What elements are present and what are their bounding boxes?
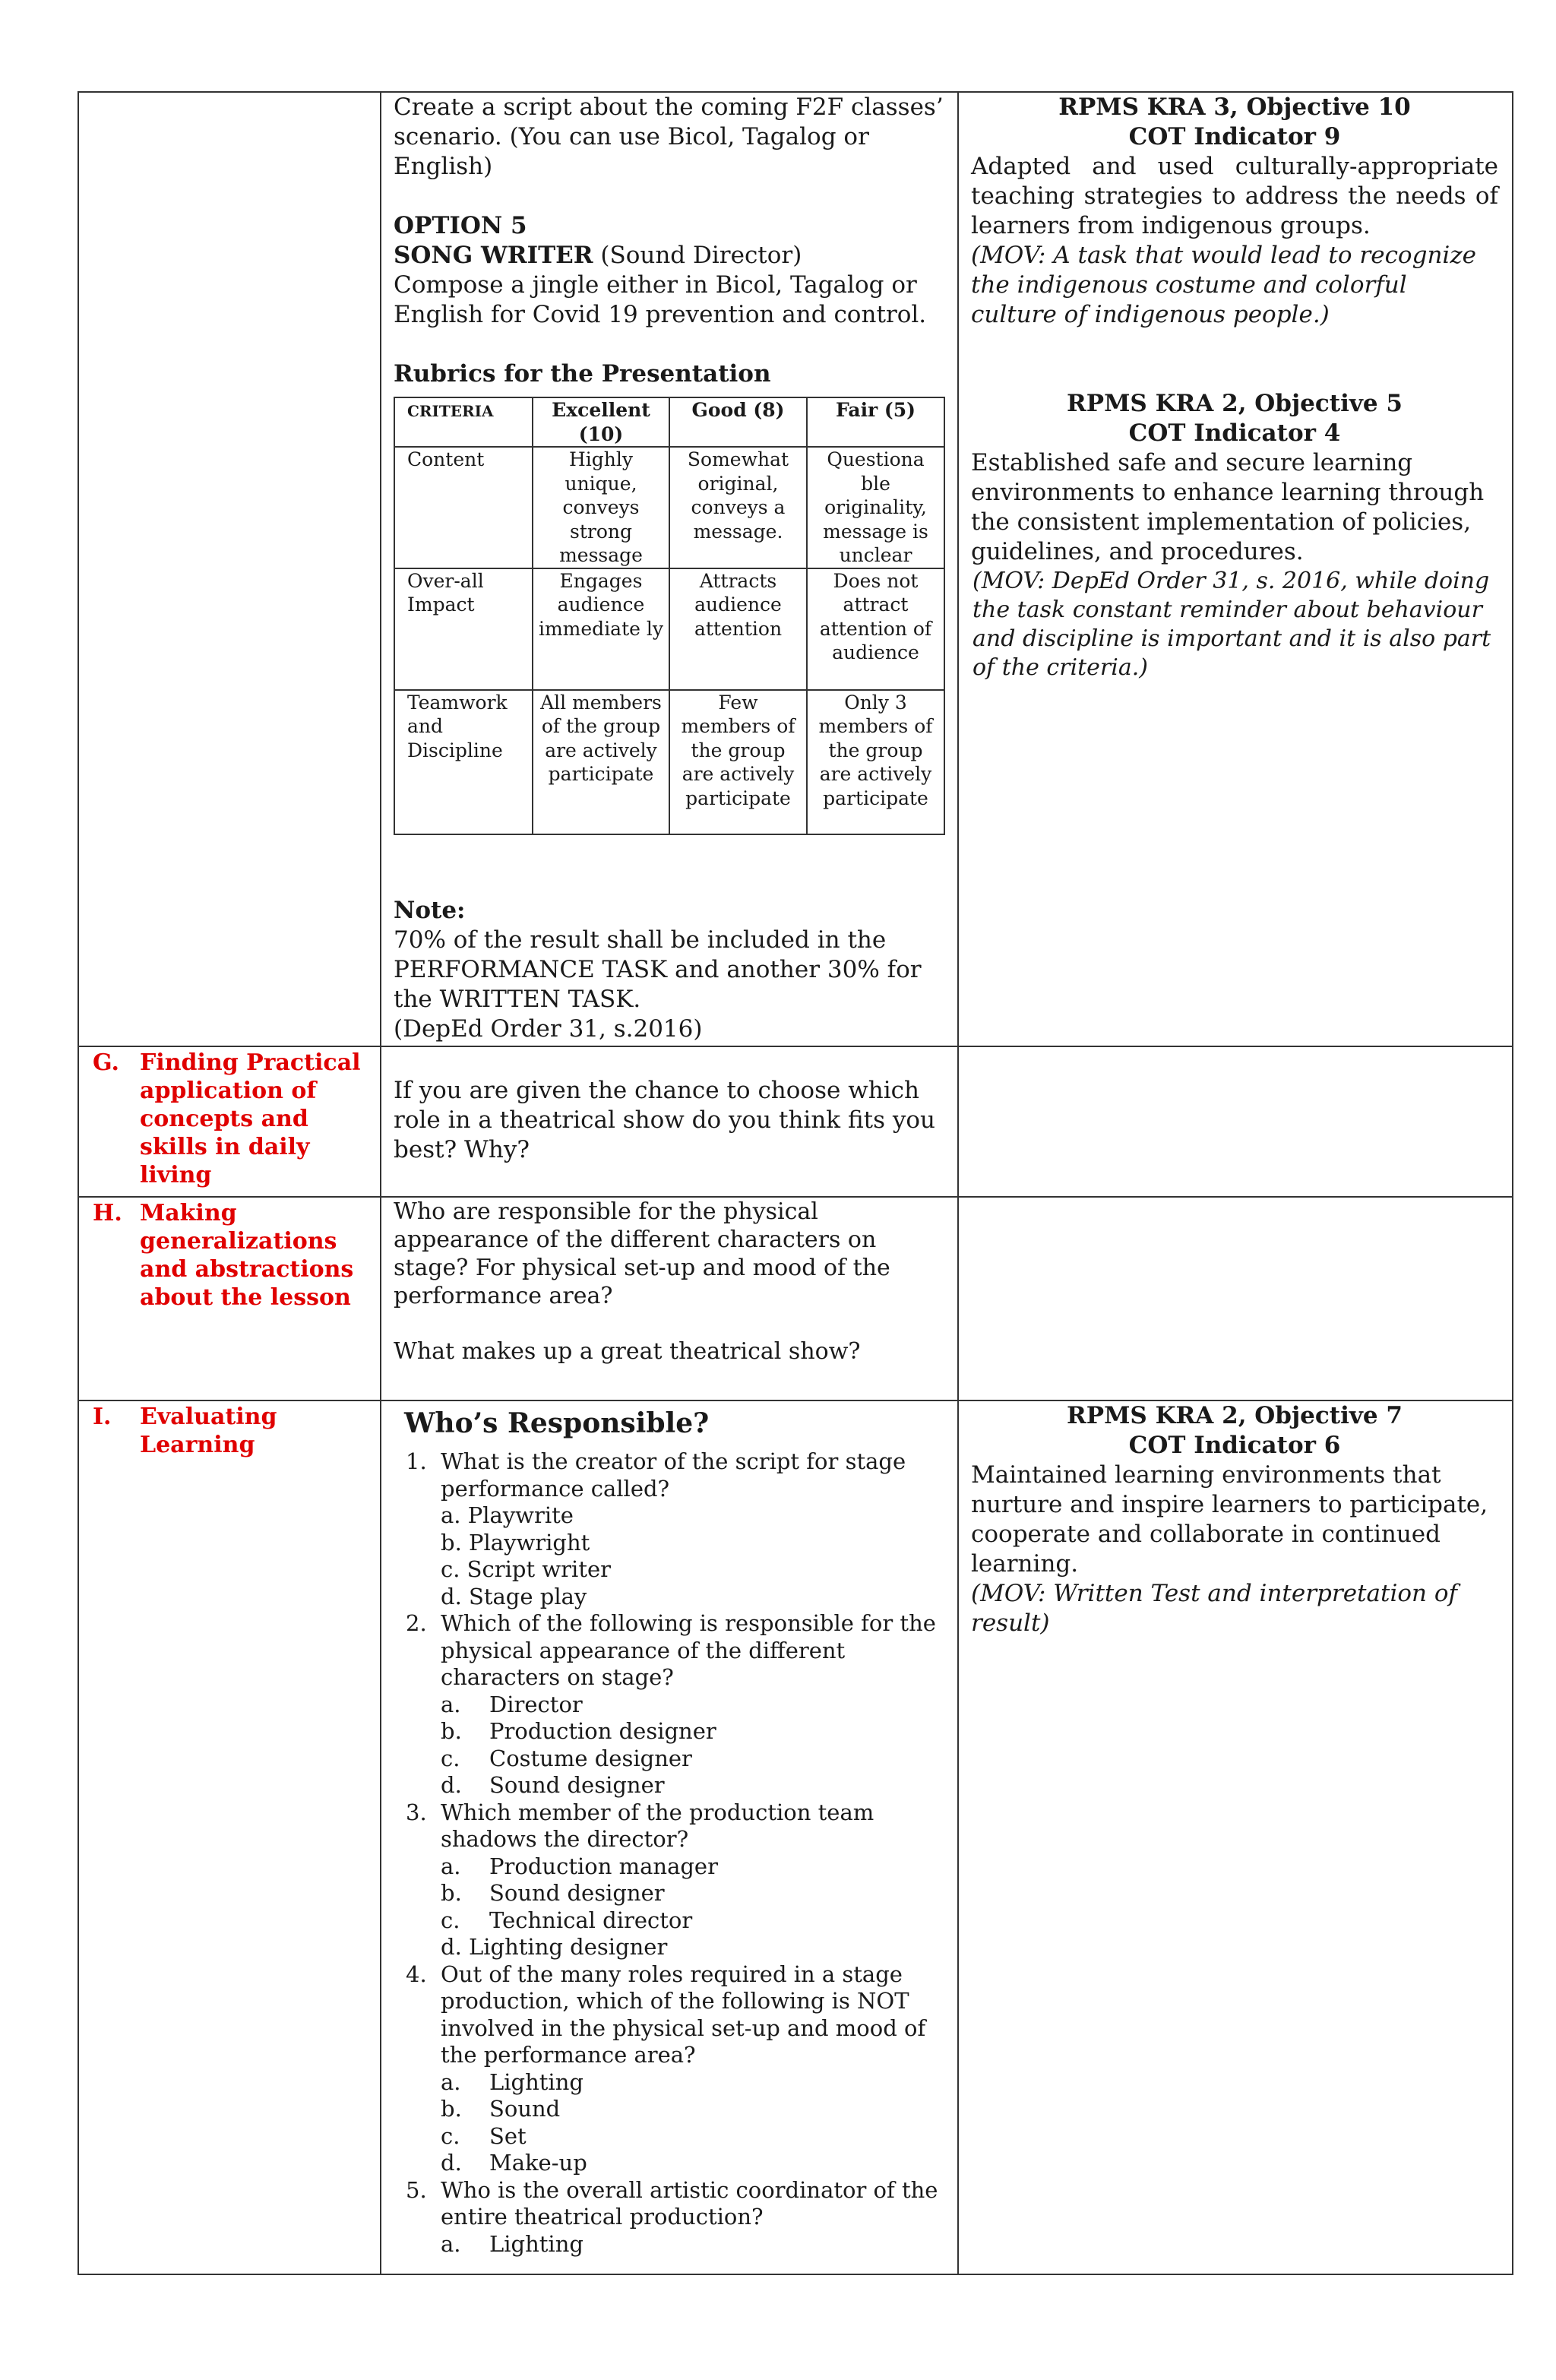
row-i-label-cell [78,1400,381,2274]
row-activity-content-cell [381,92,958,1046]
rubric-header-fair: Fair (5) [807,397,944,447]
section-title: Finding Practical application of concepts and skills in daily living [140,1049,361,1188]
option-text: b. Playwright [441,1529,590,1556]
note-title: Note: [394,896,466,924]
row-i-indicator-cell [958,1400,1513,2274]
question-number: 5. [406,2176,427,2203]
option-letter: c. [441,2122,460,2149]
option-text: Sound designer [489,1772,665,1798]
indicator-heading: RPMS KRA 2, Objective 5 [1067,390,1403,417]
question-text: What is the creator of the script for stage performance called? [441,1448,906,1502]
section-letter: H. [93,1200,122,1226]
rubric-cell: Few members of the group are actively participate [669,690,807,834]
indicator-subheading: COT Indicator 4 [1128,419,1341,447]
row-g-label-cell [78,1046,381,1197]
option-letter: a. [441,1691,461,1717]
quiz-option [394,1502,947,1530]
option-letter: a. [441,2230,461,2257]
question-text: Who is the overall artistic coordinator of the entire theatrical production? [441,2176,938,2230]
row-h-indicator-cell [958,1197,1513,1400]
option-letter: c. [441,1907,460,1933]
rubric-cell: Engages audience immediate ly [533,568,669,690]
option-role-bold: SONG WRITER [394,242,593,269]
row-h-content-cell [381,1197,958,1400]
option-text: Production manager [489,1853,718,1879]
rubric-row [394,447,944,568]
quiz-option [394,2150,947,2177]
quiz-option [394,1853,947,1881]
quiz-option [394,2123,947,2151]
question-number: 1. [406,1448,427,1474]
row-h-question: What makes up a great theatrical show? [394,1338,861,1365]
rubric-cell: All members of the group are actively participate [533,690,669,834]
quiz-option [394,1745,947,1773]
quiz-option [394,1772,947,1799]
rubric-criterion: Content [394,447,533,568]
rubric-cell: Does not attract attention of audience [807,568,944,690]
section-title: Making generalizations and abstractions about the lesson [140,1200,354,1311]
rubric-header-good: Good (8) [669,397,807,447]
row-g [78,1046,1513,1197]
section-title: Evaluating Learning [140,1404,277,1458]
option-letter: c. [441,1745,460,1771]
section-label [79,1199,380,1312]
row-g-content-cell [381,1046,958,1197]
option-text: Costume designer [489,1745,692,1771]
option-text: c. Script writer [441,1556,611,1582]
option-letter: b. [441,2096,462,2122]
quiz-option [394,1584,947,1611]
quiz-title: Who’s Responsible? [404,1407,710,1439]
rubric-header-excellent: Excellent (10) [533,397,669,447]
option-text: Make-up [489,2150,587,2176]
note-reference: (DepEd Order 31, s.2016) [394,1014,703,1043]
quiz-option [394,1934,947,1961]
quiz-option [394,1907,947,1935]
section-label [79,1403,380,1459]
rubric-row [394,690,944,834]
row-activity [78,92,1513,1046]
indicator-body: Adapted and used culturally-appropriate teaching strategies to address the needs of learners from indigenous groups. [971,153,1498,239]
quiz-option [394,1530,947,1557]
indicator-body: Maintained learning environments that nurture and inspire learners to participate, cooperate and collaborate in continued learning. [971,1461,1488,1578]
question-text: Which of the following is responsible for the physical appearance of the different characters on stage? [441,1610,936,1690]
option-title: OPTION 5 [394,212,527,239]
note-text: 70% of the result shall be included in the PERFORMANCE TASK and another 30% for the WRITTEN TASK. [394,926,922,1013]
question-number: 3. [406,1799,427,1825]
row-h-label-cell [78,1197,381,1400]
quiz-questions [394,1448,947,2258]
rubric-header-row [394,397,944,447]
indicator-subheading: COT Indicator 6 [1128,1432,1341,1459]
quiz-option [394,2096,947,2123]
option-text: Sound designer [489,1880,665,1906]
rubric-cell: Only 3 members of the group are actively participate [807,690,944,834]
quiz-option [394,1880,947,1907]
rubric-criterion: Teamwork and Discipline [394,690,533,834]
quiz-question [394,1799,947,1853]
option-text: Sound [489,2096,561,2122]
indicator-heading: RPMS KRA 2, Objective 7 [1067,1402,1403,1429]
quiz-option [394,1718,947,1745]
indicator-subheading: COT Indicator 9 [1128,123,1341,150]
option-letter: b. [441,1718,462,1744]
rubrics-title: Rubrics for the Presentation [394,360,771,388]
rubric-cell: Somewhat original, conveys a message. [669,447,807,568]
indicator-mov: (MOV: DepEd Order 31, s. 2016, while doing the task constant reminder about behaviour and discipline is important and it is also part of the criteria.) [972,568,1491,681]
option-role [394,241,947,271]
row-activity-indicator-cell [958,92,1513,1046]
rubric-cell: Questiona ble originality, message is unclear [807,447,944,568]
option-text: Production designer [489,1718,716,1744]
question-text: Out of the many roles required in a stage production, which of the following is NOT involved in the physical set-up and mood of the performance area? [441,1961,926,2068]
option-role-rest: (Sound Director) [593,242,802,269]
option-description: Compose a jingle either in Bicol, Tagalog or English for Covid 19 prevention and control. [394,271,927,328]
quiz-question [394,1961,947,2069]
question-number: 4. [406,1961,427,1987]
indicator-body: Established safe and secure learning environments to enhance learning through the consistent implementation of policies, guidelines, and procedures. [971,449,1485,565]
option-text: a. Playwrite [441,1502,574,1528]
option-text: Lighting [489,2068,584,2095]
row-i [78,1400,1513,2274]
option-letter: d. [441,2150,462,2176]
row-activity-label-cell [78,92,381,1046]
quiz-option [394,1556,947,1584]
rubric-row [394,568,944,690]
option-letter: a. [441,1853,461,1879]
option-text: Technical director [489,1907,693,1933]
option-letter: a. [441,2068,461,2095]
question-number: 2. [406,1610,427,1636]
option-text: d. Stage play [441,1583,587,1609]
lesson-plan-table [77,91,1512,2275]
option-text: Set [489,2122,527,2149]
option-text: Lighting [489,2230,584,2257]
indicator-heading: RPMS KRA 3, Objective 10 [1058,93,1411,121]
indicator-mov: (MOV: Written Test and interpretation of result) [971,1580,1457,1637]
rubric-criterion: Over-all Impact [394,568,533,690]
rubric-cell: Attracts audience attention [669,568,807,690]
section-label [79,1049,380,1189]
indicator-mov: (MOV: A task that would lead to recognize the indigenous costume and colorful culture of indigenous people.) [971,242,1477,328]
option-text: Director [489,1691,583,1717]
quiz-question [394,1448,947,1502]
quiz-option [394,1692,947,1719]
quiz-question [394,2177,947,2231]
quiz-option [394,2069,947,2097]
row-g-indicator-cell [958,1046,1513,1197]
section-letter: G. [93,1049,119,1076]
row-i-content-cell [381,1400,958,2274]
rubric-table [394,397,945,835]
row-h [78,1197,1513,1400]
activity-intro: Create a script about the coming F2F classes’ scenario. (You can use Bicol, Tagalog or English) [394,93,944,180]
option-letter: d. [441,1772,462,1798]
main-table [77,91,1513,2275]
question-text: Which member of the production team shadows the director? [441,1799,874,1852]
section-letter: I. [93,1404,112,1430]
quiz-option [394,2231,947,2258]
rubric-cell: Highly unique, conveys strong message [533,447,669,568]
row-g-text: If you are given the chance to choose which role in a theatrical show do you think fits you best? Why? [394,1077,935,1163]
option-text: d. Lighting designer [441,1934,668,1960]
option-letter: b. [441,1880,462,1906]
row-h-text: Who are responsible for the physical appearance of the different characters on stage? For physical set-up and mood of the performance area? [394,1198,890,1309]
quiz-question [394,1610,947,1692]
rubric-header-criteria: CRITERIA [394,397,533,447]
